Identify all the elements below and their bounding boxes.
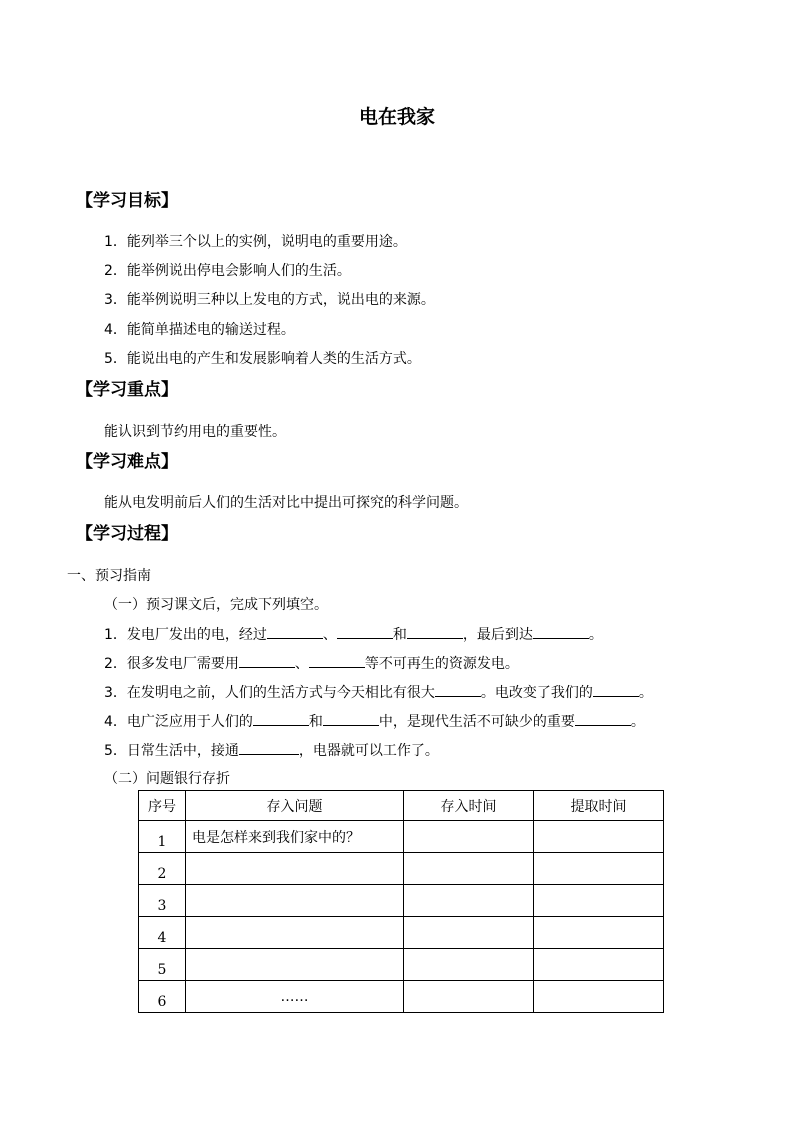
- goal-item-5: 5．能说出电的产生和发展影响着人类的生活方式。: [104, 351, 421, 367]
- q4-blank-2[interactable]: [323, 711, 379, 726]
- q4-text-b: 和: [308, 714, 323, 730]
- header-withdraw-time: 提取时间: [534, 791, 664, 821]
- row-index: 2: [139, 853, 186, 885]
- q3-text-c: 。: [638, 685, 653, 701]
- q1-text-c: 和: [392, 627, 407, 643]
- preview-title: 一、预习指南: [67, 568, 151, 584]
- q4-blank-1[interactable]: [253, 711, 309, 726]
- header-question: 存入问题: [186, 791, 404, 821]
- q1-blank-4[interactable]: [533, 624, 589, 639]
- q4-text-a: 4．电广泛应用于人们的: [104, 714, 253, 730]
- key-points-heading: 【学习重点】: [76, 380, 178, 400]
- row-deposit-time[interactable]: [404, 949, 534, 981]
- table-header-row: [139, 791, 664, 821]
- table-row: [139, 885, 664, 917]
- fill-question-2: [104, 653, 519, 674]
- row-withdraw-time[interactable]: [534, 917, 664, 949]
- fill-question-3: [104, 682, 653, 703]
- goal-item-4: 4．能简单描述电的输送过程。: [104, 322, 295, 338]
- row-withdraw-time[interactable]: [534, 853, 664, 885]
- table-row: [139, 981, 664, 1013]
- goal-item-1: 1．能列举三个以上的实例，说明电的重要用途。: [104, 234, 407, 250]
- row-withdraw-time[interactable]: [534, 885, 664, 917]
- q1-text-e: 。: [588, 627, 603, 643]
- q3-text-b: 。电改变了我们的: [480, 685, 593, 701]
- q1-text-a: 1．发电厂发出的电，经过: [104, 627, 267, 643]
- row-index: 4: [139, 917, 186, 949]
- fill-question-4: [104, 711, 645, 732]
- header-deposit-time: 存入时间: [404, 791, 534, 821]
- difficulties-text: 能从电发明前后人们的生活对比中提出可探究的科学问题。: [104, 495, 468, 511]
- key-points-text: 能认识到节约用电的重要性。: [104, 424, 286, 440]
- row-withdraw-time[interactable]: [534, 821, 664, 853]
- fill-question-1: [104, 624, 603, 645]
- q2-blank-1[interactable]: [239, 653, 295, 668]
- fill-in-instruction: （一）预习课文后，完成下列填空。: [104, 597, 328, 613]
- q3-text-a: 3．在发明电之前，人们的生活方式与今天相比有很大: [104, 685, 435, 701]
- q2-text-c: 等不可再生的资源发电。: [364, 656, 519, 672]
- q1-blank-1[interactable]: [267, 624, 323, 639]
- header-index: 序号: [139, 791, 186, 821]
- row-deposit-time[interactable]: [404, 917, 534, 949]
- q5-text-a: 5．日常生活中，接通: [104, 743, 239, 759]
- q1-blank-3[interactable]: [407, 624, 463, 639]
- row-question[interactable]: [186, 949, 404, 981]
- row-withdraw-time[interactable]: [534, 981, 664, 1013]
- question-bank-table: [138, 790, 664, 1013]
- row-index: 6: [139, 981, 186, 1013]
- table-row: [139, 917, 664, 949]
- question-bank-title: （二）问题银行存折: [104, 771, 230, 787]
- page-title: 电在我家: [358, 106, 435, 128]
- row-deposit-time[interactable]: [404, 981, 534, 1013]
- q4-text-c: 中，是现代生活不可缺少的重要: [378, 714, 575, 730]
- row-question[interactable]: [186, 917, 404, 949]
- row-index: 1: [139, 821, 186, 853]
- table-row: [139, 821, 664, 853]
- q5-text-b: ，电器就可以工作了。: [298, 743, 439, 759]
- row-withdraw-time[interactable]: [534, 949, 664, 981]
- q2-blank-2[interactable]: [309, 653, 365, 668]
- q4-text-d: 。: [630, 714, 645, 730]
- row-question[interactable]: 电是怎样来到我们家中的？: [186, 821, 404, 853]
- process-heading: 【学习过程】: [76, 524, 178, 544]
- row-index: 3: [139, 885, 186, 917]
- difficulties-heading: 【学习难点】: [76, 452, 178, 472]
- row-question[interactable]: [186, 885, 404, 917]
- row-deposit-time[interactable]: [404, 821, 534, 853]
- q1-blank-2[interactable]: [337, 624, 393, 639]
- row-question[interactable]: ……: [186, 981, 404, 1013]
- row-deposit-time[interactable]: [404, 853, 534, 885]
- fill-question-5: [104, 740, 439, 761]
- table-row: [139, 949, 664, 981]
- goal-item-3: 3．能举例说明三种以上发电的方式，说出电的来源。: [104, 292, 435, 308]
- q2-text-a: 2．很多发电厂需要用: [104, 656, 239, 672]
- table-row: [139, 853, 664, 885]
- goal-item-2: 2．能举例说出停电会影响人们的生活。: [104, 263, 351, 279]
- row-question[interactable]: [186, 853, 404, 885]
- q3-blank-1[interactable]: [435, 682, 481, 697]
- goals-heading: 【学习目标】: [76, 191, 178, 211]
- q2-text-b: 、: [294, 656, 309, 672]
- q1-text-b: 、: [322, 627, 337, 643]
- row-index: 5: [139, 949, 186, 981]
- q3-blank-2[interactable]: [593, 682, 639, 697]
- q4-blank-3[interactable]: [575, 711, 631, 726]
- row-deposit-time[interactable]: [404, 885, 534, 917]
- q5-blank-1[interactable]: [239, 740, 299, 755]
- q1-text-d: ，最后到达: [462, 627, 533, 643]
